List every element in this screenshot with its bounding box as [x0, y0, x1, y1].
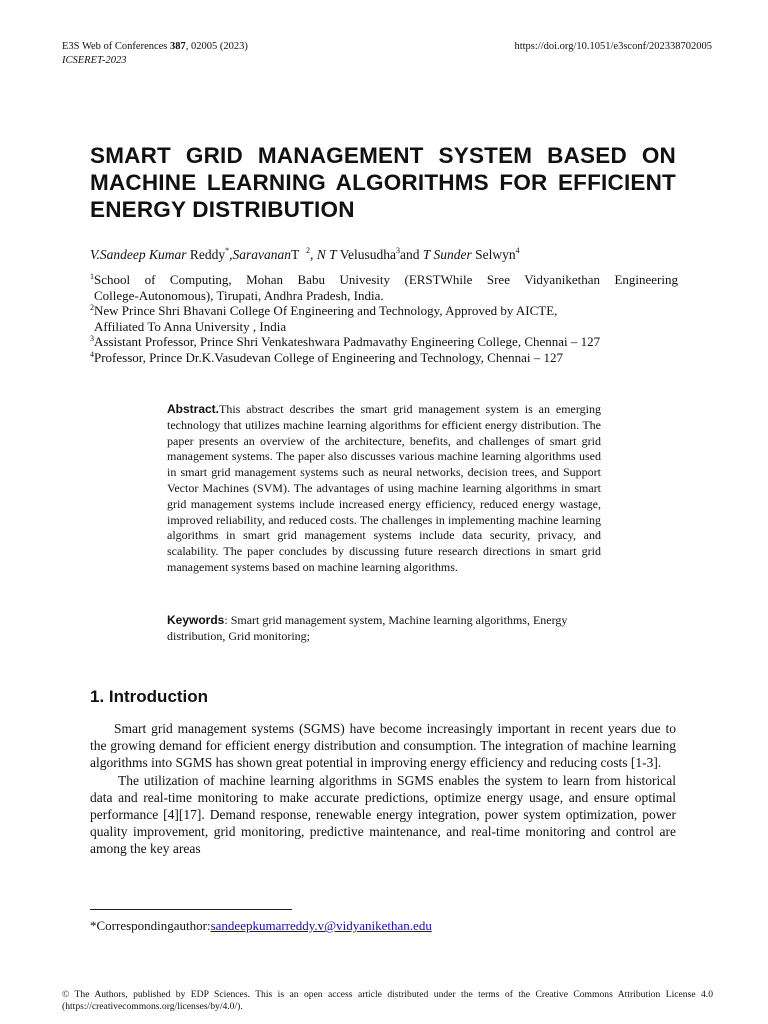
author-list: V.Sandeep Kumar Reddy*,SaravananT $^2$, N T Velusudha$^3$and T Sunder Selwyn$^4$	[90, 246, 520, 262]
paragraph: The utilization of machine learning algorithms in SGMS enables the system to learn from historical data and real-time monitoring to make accurate predictions, optimize energy usage, and ensure optimal performance [4][17]. Demand response, renewable energy integration, power system optimization, power quality improvement, grid monitoring, predictive maintenance, and real-time monitoring and control are among the key areas	[90, 772, 676, 857]
running-header-left	[62, 40, 248, 68]
footnote-divider	[90, 909, 292, 910]
abstract	[167, 402, 601, 576]
author-email-link[interactable]: sandeepkumarreddy.v@vidyanikethan.edu	[210, 918, 432, 933]
author-1-given: V.Sandeep Kumar	[90, 247, 187, 262]
author-4-given: T Sunder	[422, 247, 472, 262]
keywords	[167, 613, 601, 645]
affiliation-3: $^3$Assistant Professor, Prince Shri Venkateshwara Padmavathy Engineering College, Chennai – 127	[90, 334, 601, 349]
keywords-label: Keywords	[167, 613, 225, 627]
affiliation-4: $^4$Professor, Prince Dr.K.Vasudevan College of Engineering and Technology, Chennai – 127	[90, 349, 563, 365]
keywords-text: : Smart grid management system, Machine learning algorithms, Energy distribution, Grid monitoring;	[167, 613, 568, 643]
author-2-given: ,Saravanan	[229, 247, 291, 262]
introduction-body	[90, 720, 676, 858]
author-4-family: Selwyn	[471, 247, 516, 262]
license-notice: © The Authors, published by EDP Sciences. This is an open access article distributed under the terms of the Creative Commons Attribution License 4.0 (https://creativecommons.org/licenses/by/4.0/).	[62, 989, 713, 1012]
volume-number: 387	[170, 41, 186, 52]
paragraph: Smart grid management systems (SGMS) have become increasingly important in recent years due to the growing demand for efficient energy distribution and consumption. The integration of machine learning algorithms into SGMS has shown great potential in improving energy efficiency and reducing costs [1-3].	[90, 721, 676, 771]
author-2-family: T	[291, 247, 300, 262]
author-3-marker: 3	[396, 246, 401, 255]
author-2-marker: 2	[306, 246, 310, 255]
affiliations	[90, 272, 678, 365]
section-heading-introduction: 1. Introduction	[90, 687, 209, 706]
paper-title: SMART GRID MANAGEMENT SYSTEM BASED ON MACHINE LEARNING ALGORITHMS FOR EFFICIENT ENERGY DISTRIBUTION	[90, 143, 676, 222]
abstract-label: Abstract.	[167, 402, 220, 416]
abstract-text: This abstract describes the smart grid management system is an emerging technology that utilizes machine learning algorithms for efficient energy distribution. The paper presents an overview of the architecture, benefits, and challenges of smart grid management systems. The paper also discusses various machine learning algorithms used in smart grid management systems such as neural networks, decision trees, and Support Vector Machines (SVM). The advantages of using machine learning algorithms in smart grid management systems include increased energy efficiency, reduced energy wastage, improved reliability, and reduced costs. The challenges in implementing machine learning algorithms in smart grid management systems include data security, privacy, and scalability. The paper concludes by discussing future research directions in smart grid management systems based on machine learning algorithms.	[167, 402, 601, 574]
corresponding-author-footnote: *Correspondingauthor:sandeepkumarreddy.v@vidyanikethan.edu	[90, 918, 432, 933]
author-1-family: Reddy	[186, 247, 226, 262]
conference-name: ICSERET-2023	[62, 55, 127, 66]
doi-link[interactable]: https://doi.org/10.1051/e3sconf/202338702005	[514, 41, 712, 52]
journal-citation: E3S Web of Conferences 387, 02005 (2023)	[62, 41, 248, 52]
author-3-given: , N T	[310, 247, 337, 262]
author-4-marker: 4	[515, 246, 520, 255]
author-3-family: Velusudha	[336, 247, 397, 262]
author-1-marker: *	[225, 246, 230, 255]
affiliation-2: $^2$New Prince Shri Bhavani College Of Engineering and Technology, Approved by AICTE, Affiliated To Anna University , India	[90, 303, 558, 334]
affiliation-1: $^1$School of Computing, Mohan Babu Univesity (ERSTWhile Sree Vidyanikethan Engineering College-Autonomous), Tirupati, Andhra Pradesh, India.	[90, 272, 678, 303]
